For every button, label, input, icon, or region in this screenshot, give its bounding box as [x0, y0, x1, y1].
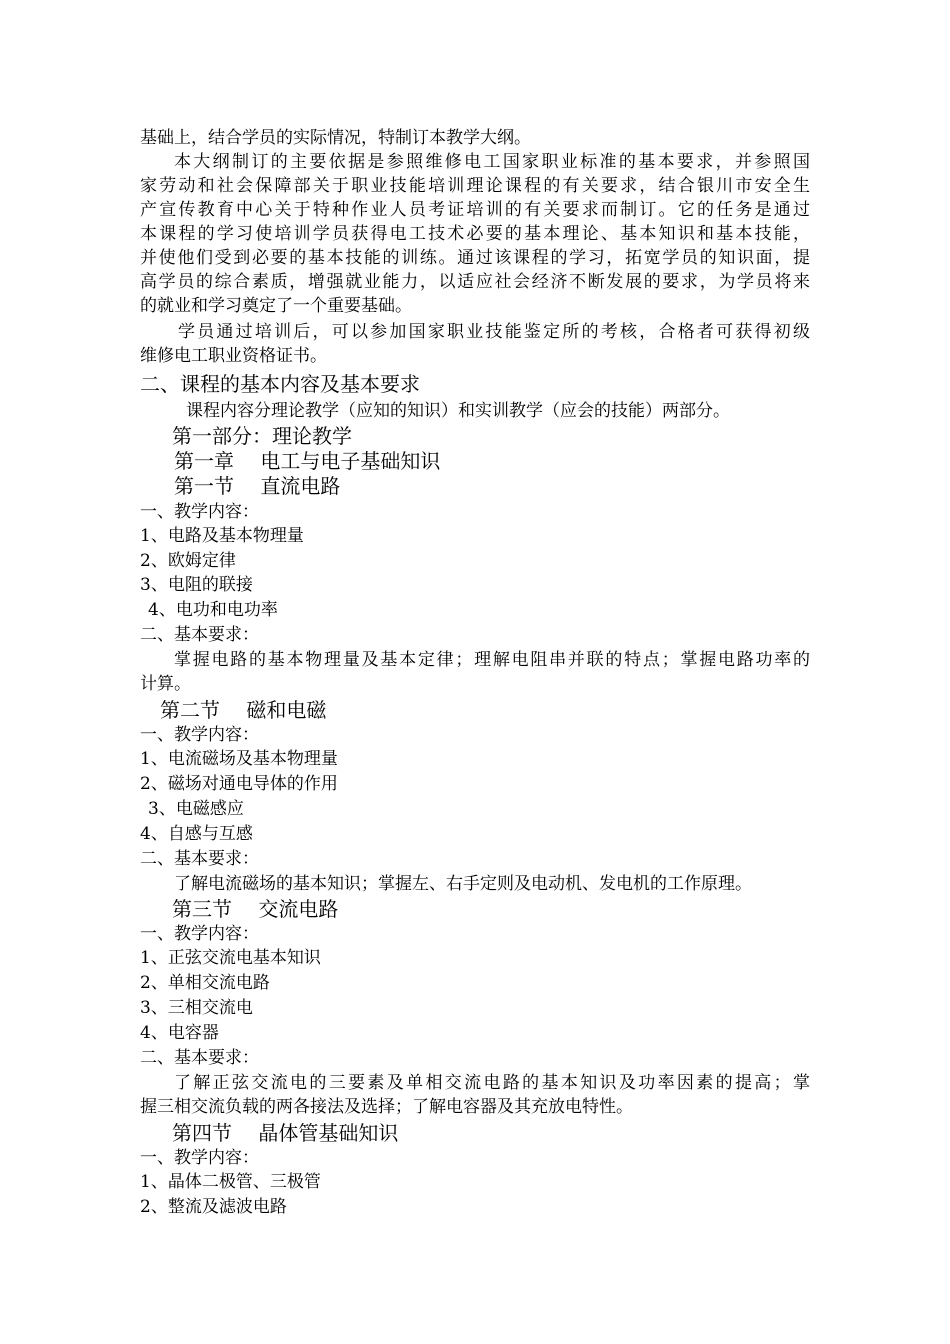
- section-2-item-1: 1、电流磁场及基本物理量: [140, 749, 338, 769]
- intro-paragraph-3-line-1: 学员通过培训后，可以参加国家职业技能鉴定所的考核，合格者可获得初级: [178, 322, 810, 342]
- section-1-item-2: 2、欧姆定律: [140, 551, 236, 571]
- section-3-requirement-line-2: 握三相交流负载的两各接法及选择；了解电容器及其充放电特性。: [140, 1097, 633, 1117]
- section-2-requirement-line-1: 了解电流磁场的基本知识；掌握左、右手定则及电动机、发电机的工作原理。: [174, 874, 752, 894]
- section-3-item-3: 3、三相交流电: [140, 998, 253, 1018]
- section-3-content-label: 一、教学内容：: [140, 924, 259, 944]
- section-2-description: 课程内容分理论教学（应知的知识）和实训教学（应会的技能）两部分。: [186, 401, 730, 421]
- section-2-content-label: 一、教学内容：: [140, 725, 259, 745]
- section-1-item-1: 1、电路及基本物理量: [140, 526, 304, 546]
- section-4-item-2: 2、整流及滤波电路: [140, 1197, 287, 1217]
- section-3-heading: 第三节 交流电路: [172, 897, 339, 921]
- section-2-item-2: 2、磁场对通电导体的作用: [140, 774, 338, 794]
- intro-paragraph-2-line-1: 本大纲制订的主要依据是参照维修电工国家职业标准的基本要求，并参照国: [174, 152, 810, 172]
- intro-paragraph-2-line-7: 的就业和学习奠定了一个重要基础。: [140, 296, 412, 316]
- section-2-item-4: 4、自感与互感: [140, 824, 253, 844]
- section-4-content-label: 一、教学内容：: [140, 1148, 259, 1168]
- section-2-heading-magnetism: 第二节 磁和电磁: [160, 698, 327, 722]
- section-1-item-4: 4、电功和电功率: [148, 600, 278, 620]
- intro-paragraph-2-line-2: 家劳动和社会保障部关于职业技能培训理论课程的有关要求，结合银川市安全生: [140, 176, 810, 196]
- section-1-item-3: 3、电阻的联接: [140, 575, 253, 595]
- intro-paragraph-2-line-6: 高学员的综合素质，增强就业能力，以适应社会经济不断发展的要求，为学员将来: [140, 272, 810, 292]
- section-3-requirement-label: 二、基本要求：: [140, 1048, 259, 1068]
- intro-paragraph-2-line-5: 并使他们受到必要的基本技能的训练。通过该课程的学习，拓宽学员的知识面，提: [140, 248, 810, 268]
- section-2-item-3: 3、电磁感应: [148, 799, 244, 819]
- section-4-heading: 第四节 晶体管基础知识: [172, 1121, 399, 1145]
- section-1-requirement-line-2: 计算。: [140, 674, 191, 694]
- section-1-requirement-label: 二、基本要求：: [140, 625, 259, 645]
- part-1-heading: 第一部分：理论教学: [172, 424, 352, 448]
- section-3-item-1: 1、正弦交流电基本知识: [140, 948, 321, 968]
- chapter-1-heading: 第一章 电工与电子基础知识: [174, 449, 441, 473]
- section-2-requirement-label: 二、基本要求：: [140, 849, 259, 869]
- section-4-item-1: 1、晶体二极管、三极管: [140, 1172, 321, 1192]
- section-3-item-2: 2、单相交流电路: [140, 973, 270, 993]
- section-1-requirement-line-1: 掌握电路的基本物理量及基本定律；理解电阻串并联的特点；掌握电路功率的: [174, 650, 810, 670]
- section-2-heading: 二、课程的基本内容及基本要求: [140, 372, 420, 396]
- section-1-content-label: 一、教学内容：: [140, 502, 259, 522]
- intro-paragraph-2-line-4: 本课程的学习使培训学员获得电工技术必要的基本理论、基本知识和基本技能，: [140, 224, 810, 244]
- intro-paragraph-1-end: 基础上，结合学员的实际情况，特制订本教学大纲。: [140, 128, 531, 148]
- section-3-requirement-line-1: 了解正弦交流电的三要素及单相交流电路的基本知识及功率因素的提高；掌: [174, 1073, 810, 1093]
- intro-paragraph-3-line-2: 维修电工职业资格证书。: [140, 346, 327, 366]
- intro-paragraph-2-line-3: 产宣传教育中心关于特种作业人员考证培训的有关要求而制订。它的任务是通过: [140, 200, 810, 220]
- section-1-heading: 第一节 直流电路: [174, 474, 341, 498]
- section-3-item-4: 4、电容器: [140, 1023, 219, 1043]
